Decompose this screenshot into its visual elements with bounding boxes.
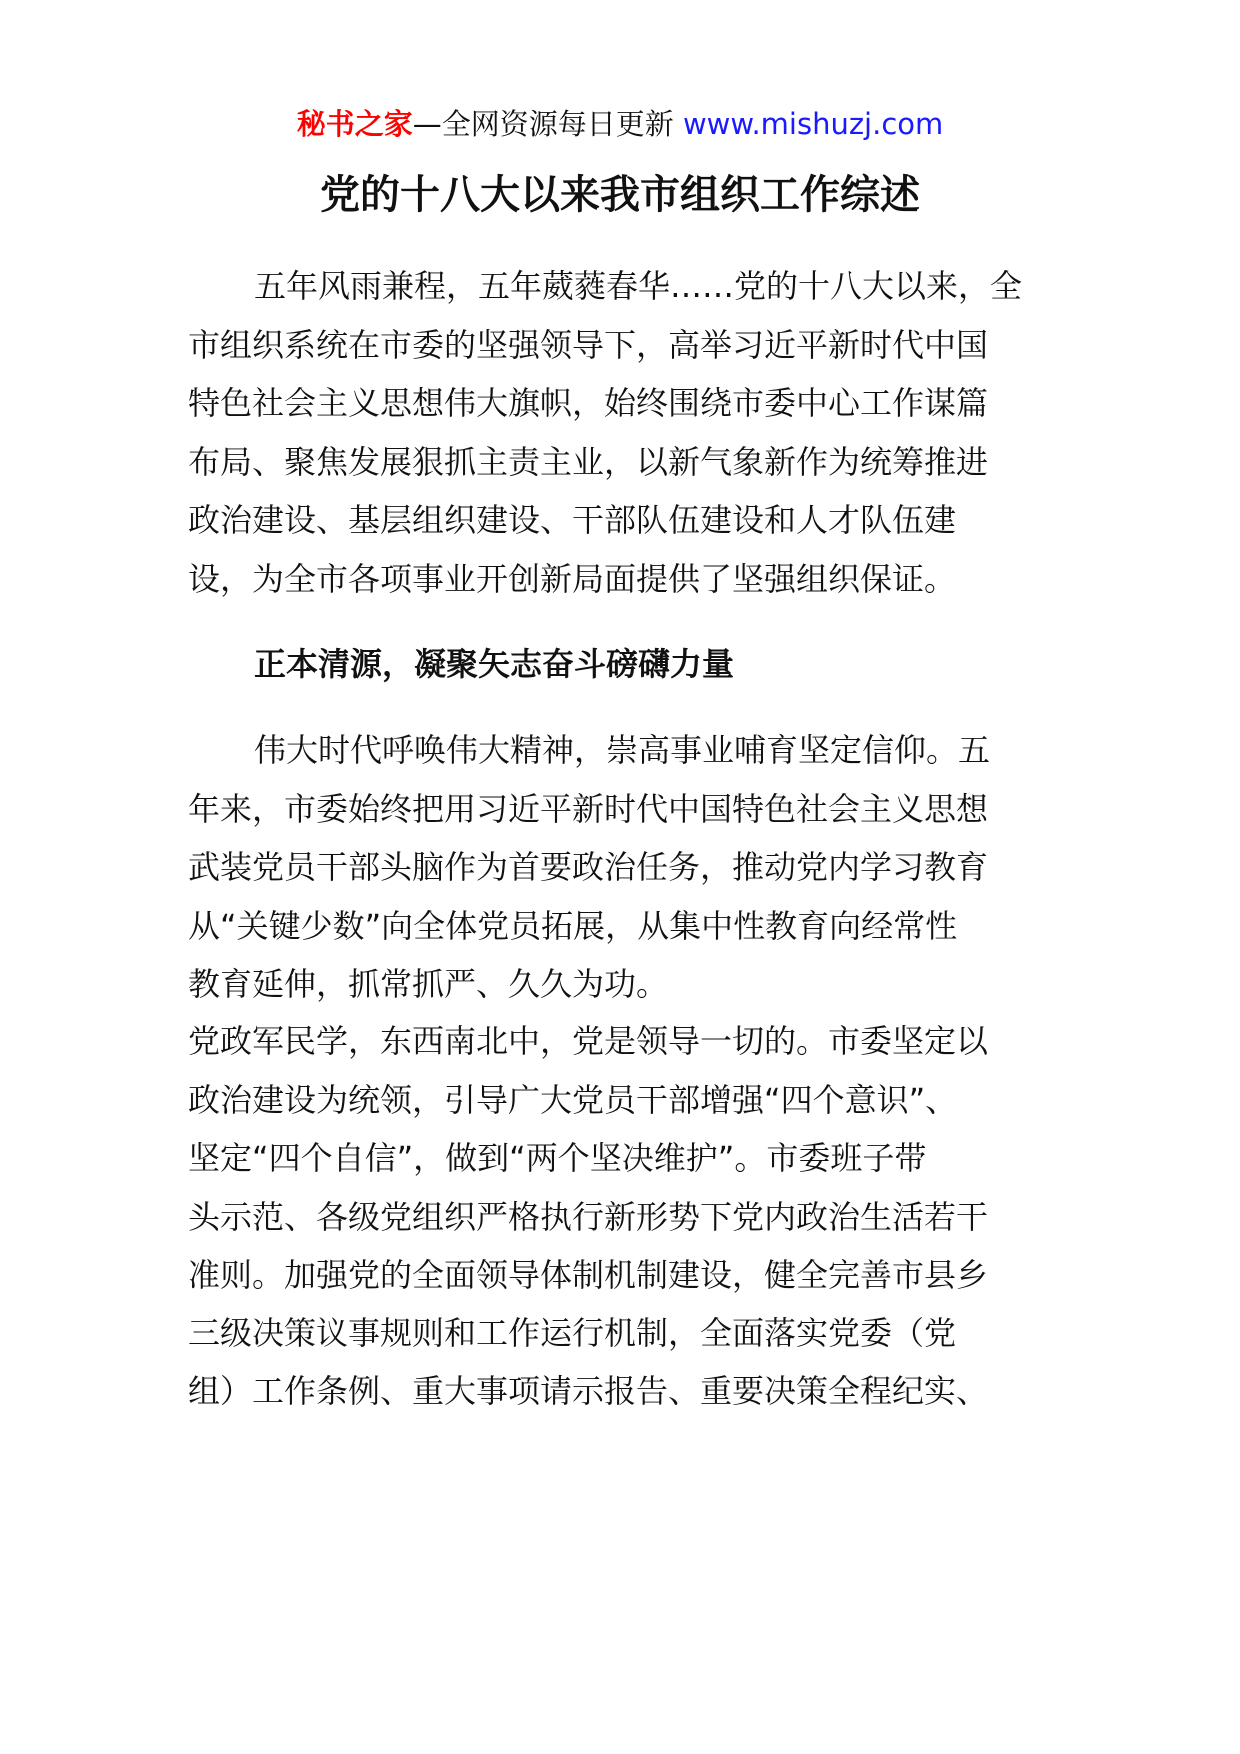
paragraph-line: 准则。加强党的全面领导体制机制建设，健全完善市县乡 (188, 1256, 989, 1294)
page-header (0, 100, 1240, 148)
paragraph-line: 三级决策议事规则和工作运行机制，全面落实党委（党 (188, 1314, 957, 1352)
paragraph-line: 五年风雨兼程，五年葳蕤春华……党的十八大以来，全 (254, 267, 1023, 305)
paragraph-line: 年来，市委始终把用习近平新时代中国特色社会主义思想 (188, 790, 989, 828)
paragraph-line: 从“关键少数”向全体党员拓展，从集中性教育向经常性 (188, 907, 958, 945)
paragraph-line: 伟大时代呼唤伟大精神，崇高事业哺育坚定信仰。五 (254, 731, 991, 769)
paragraph-line: 武装党员干部头脑作为首要政治任务，推动党内学习教育 (188, 848, 989, 886)
document-title: 党的十八大以来我市组织工作综述 (320, 172, 920, 218)
paragraph-line: 头示范、各级党组织严格执行新形势下党内政治生活若干 (188, 1198, 989, 1236)
paragraph-line: 坚定“四个自信”，做到“两个坚决维护”。市委班子带 (188, 1139, 927, 1177)
paragraph-line: 特色社会主义思想伟大旗帜，始终围绕市委中心工作谋篇 (188, 384, 989, 422)
paragraph-line: 党政军民学，东西南北中，党是领导一切的。市委坚定以 (188, 1022, 989, 1060)
header-tagline: —全网资源每日更新 (412, 107, 683, 141)
paragraph-line: 政治建设、基层组织建设、干部队伍建设和人才队伍建 (188, 501, 957, 539)
section-heading: 正本清源，凝聚矢志奋斗磅礴力量 (254, 645, 735, 683)
paragraph-line: 政治建设为统领，引导广大党员干部增强“四个意识”、 (188, 1081, 958, 1119)
website-link[interactable]: www.mishuzj.com (682, 107, 944, 141)
paragraph-line: 市组织系统在市委的坚强领导下，高举习近平新时代中国 (188, 326, 989, 364)
paragraph-line: 组）工作条例、重大事项请示报告、重要决策全程纪实、 (188, 1372, 989, 1410)
paragraph-line: 布局、聚焦发展狠抓主责主业，以新气象新作为统筹推进 (188, 443, 989, 481)
paragraph-line: 设，为全市各项事业开创新局面提供了坚强组织保证。 (188, 560, 957, 598)
brand-name: 秘书之家 (296, 107, 413, 141)
paragraph-line: 教育延伸，抓常抓严、久久为功。 (188, 965, 669, 1003)
